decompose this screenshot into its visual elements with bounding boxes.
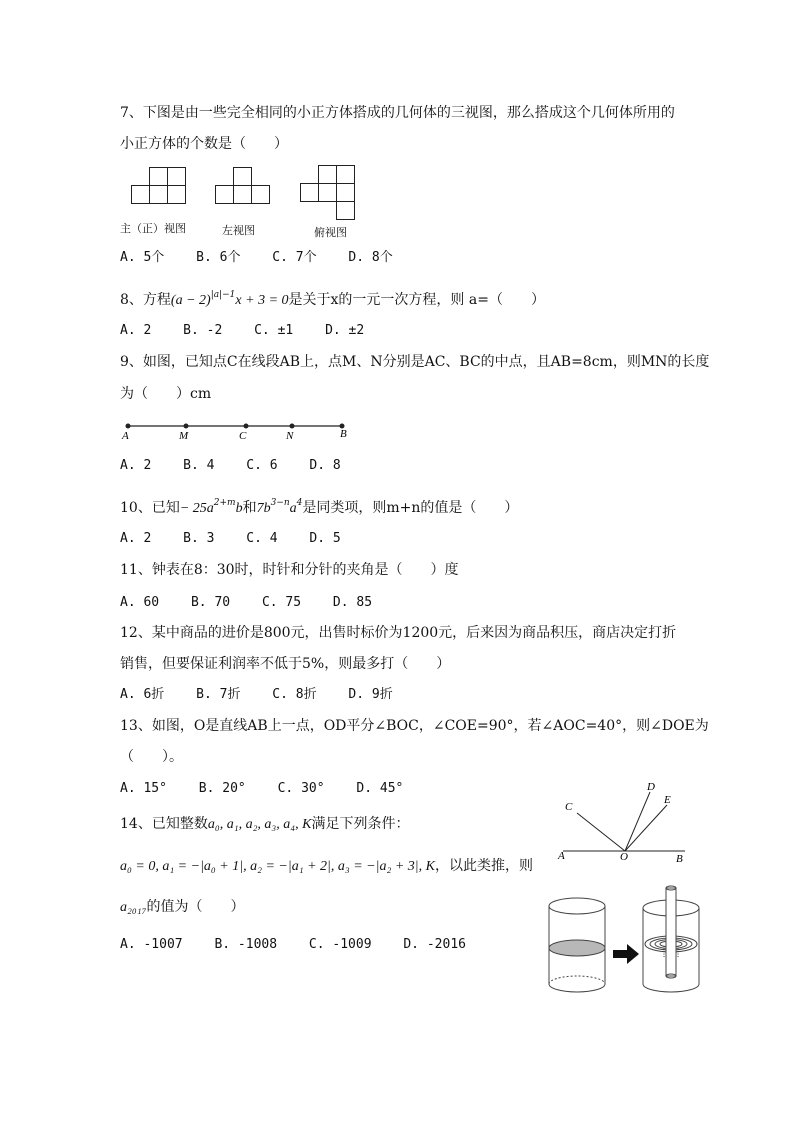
cylinder-right: [643, 886, 699, 992]
q10-option-c[interactable]: C. 4: [246, 531, 278, 546]
q13-option-a[interactable]: A. 15°: [120, 781, 167, 796]
q10-term1-b: b: [235, 501, 243, 516]
q8-option-b[interactable]: B. -2: [183, 323, 223, 338]
q9-option-a[interactable]: A. 2: [120, 458, 152, 473]
q11-option-d[interactable]: D. 85: [332, 595, 373, 610]
q10-text: [120, 494, 518, 518]
label-o: O: [620, 851, 628, 863]
q13-text-line2: （ ）。: [120, 749, 183, 765]
q7-caption-left: 左视图: [222, 224, 255, 237]
q14-option-b[interactable]: B. -1008: [214, 937, 278, 952]
q11-option-a[interactable]: A. 60: [120, 595, 160, 610]
q7-caption-front: 主（正）视图: [120, 222, 186, 235]
q12-text-line2: 销售，但要保证利润率不低于5%，则最多打（ ）: [120, 656, 451, 672]
q14-prefix: 14、已知整数: [120, 816, 208, 832]
q8-eq-rest: x + 3 = 0: [235, 293, 289, 308]
q14-line3-end: 的值为（ ）: [146, 899, 245, 915]
q13-option-c[interactable]: C. 30°: [277, 781, 325, 796]
q14-option-c[interactable]: C. -1009: [308, 937, 372, 952]
q14-text-line3: [120, 898, 244, 917]
q9-options: [120, 457, 365, 475]
label-a: A: [122, 430, 129, 442]
q7-options: [120, 249, 417, 267]
q14-condition: 满足下列条件：: [311, 816, 410, 832]
q7-option-b[interactable]: B. 6个: [196, 250, 241, 265]
q8-option-d[interactable]: D. ±2: [325, 323, 365, 338]
q13-option-d[interactable]: D. 45°: [356, 781, 404, 796]
q10-suffix: 是同类项，则m+n的值是（ ）: [302, 500, 519, 516]
q14-options: [120, 936, 490, 954]
q10-term2-exp2: 4: [296, 498, 303, 508]
ray-oc: [577, 813, 625, 851]
point-n: [290, 424, 295, 429]
q10-prefix: 10、已知: [120, 500, 180, 516]
q12-options: [120, 686, 417, 704]
cylinder-left: [549, 898, 605, 992]
q7-option-d[interactable]: D. 8个: [348, 250, 393, 265]
q14-sequence: a₀, a₁, a₂, a₃, a₄, K: [207, 817, 312, 832]
q8-options: [120, 322, 388, 340]
q10-term2-a: a: [289, 501, 297, 516]
q10-option-a[interactable]: A. 2: [120, 531, 152, 546]
q10-term1-exp: 2+m: [213, 498, 236, 508]
label-c: C: [565, 801, 573, 813]
q8-eq-main: (a − 2): [170, 293, 211, 308]
q7-caption-top: 俯视图: [314, 226, 347, 239]
q8-option-a[interactable]: A. 2: [120, 323, 152, 338]
q12-option-b[interactable]: B. 7折: [196, 687, 241, 702]
q14-formula: a₀ = 0, a₁ = −|a₀ + 1|, a₂ = −|a₁ + 2|, a₃ = −|a₂ + 3|, K: [120, 859, 435, 874]
label-c: C: [239, 430, 247, 442]
q8-eq-exponent: |a|−1: [210, 290, 236, 300]
q12-option-c[interactable]: C. 8折: [272, 687, 317, 702]
q10-and: 和: [242, 500, 257, 516]
ray-od: [625, 792, 650, 851]
q10-term1: − 25a: [179, 501, 214, 516]
q10-option-d[interactable]: D. 5: [309, 531, 341, 546]
q13-text-line1: 13、如图，O是直线AB上一点，OD平分∠BOC，∠COE=90°，若∠AOC=40°，则∠DOE为: [120, 718, 709, 734]
label-a: A: [558, 850, 565, 862]
q7-text-line1: 7、下图是由一些完全相同的小正方体搭成的几何体的三视图，那么搭成这个几何体所用的: [120, 105, 675, 121]
q12-text-line1: 12、某中商品的进价是800元，出售时标价为1200元，后来因为商品积压，商店决定打折: [120, 625, 677, 641]
q7-option-c[interactable]: C. 7个: [272, 250, 317, 265]
point-c: [244, 424, 249, 429]
label-m: M: [179, 430, 189, 442]
cylinder-illustration: [545, 886, 715, 998]
q9-text-line2: 为（ ）cm: [120, 386, 212, 402]
q10-term2: 7b: [256, 501, 271, 516]
q14-option-a[interactable]: A. -1007: [120, 937, 183, 952]
label-b: B: [340, 428, 347, 440]
q11-text: 11、钟表在8：30时，时针和分针的夹角是（ ）度: [120, 562, 459, 578]
label-b: B: [676, 853, 683, 865]
q12-option-d[interactable]: D. 9折: [348, 687, 393, 702]
q11-options: [120, 594, 396, 612]
q11-option-b[interactable]: B. 70: [190, 595, 231, 610]
q7-text-line2: 小正方体的个数是（ ）: [120, 136, 288, 152]
point-m: [184, 424, 189, 429]
label-d: D: [647, 781, 655, 793]
ray-oe: [625, 805, 667, 851]
q9-option-d[interactable]: D. 8: [309, 458, 341, 473]
q14-var: a₂₀₁₇: [120, 900, 147, 915]
label-n: N: [286, 430, 294, 442]
q13-angle-diagram: [555, 780, 695, 870]
q12-option-a[interactable]: A. 6折: [120, 687, 165, 702]
q9-text-line1: 9、如图，已知点C在线段AB上，点M、N分别是AC、BC的中点，且AB=8cm，则MN的长度: [120, 354, 710, 370]
q9-option-b[interactable]: B. 4: [183, 458, 215, 473]
q13-options: [120, 780, 427, 798]
q8-option-c[interactable]: C. ±1: [254, 323, 294, 338]
q9-option-c[interactable]: C. 6: [246, 458, 278, 473]
q10-options: [120, 530, 365, 548]
q8-suffix: 是关于x的一元一次方程，则 a=（ ）: [288, 292, 545, 308]
q7-left-view: [215, 167, 271, 205]
q14-text-line2: [120, 857, 533, 876]
q9-segment-diagram: [120, 418, 360, 442]
q11-option-c[interactable]: C. 75: [261, 595, 302, 610]
q10-term2-exp: 3−n: [270, 498, 290, 508]
point-a: [126, 424, 131, 429]
q8-text: [120, 286, 545, 310]
q10-option-b[interactable]: B. 3: [183, 531, 215, 546]
q8-prefix: 8、方程: [120, 292, 171, 308]
q14-text-line1: [120, 815, 410, 834]
q7-option-a[interactable]: A. 5个: [120, 250, 165, 265]
label-e: E: [664, 794, 671, 806]
q14-formula-end: ，以此类推，则: [434, 858, 533, 874]
q7-front-view: [131, 167, 187, 205]
right-arrow-icon: [613, 944, 639, 964]
q13-option-b[interactable]: B. 20°: [198, 781, 246, 796]
q14-option-d[interactable]: D. -2016: [403, 937, 466, 952]
q7-top-view: [300, 165, 356, 221]
